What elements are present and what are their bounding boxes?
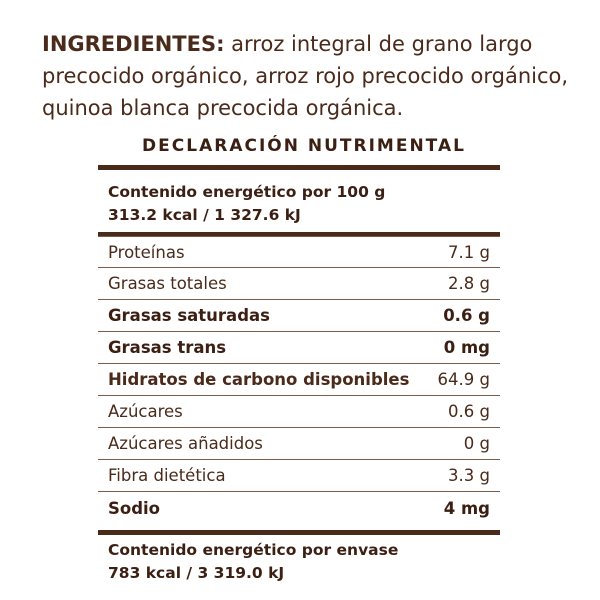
energy-per-100g-value: 313.2 kcal / 1 327.6 kJ bbox=[108, 206, 301, 224]
nutrient-row bbox=[98, 332, 500, 364]
bottom-rule bbox=[98, 530, 500, 535]
nutrient-name: Fibra dietética bbox=[108, 466, 226, 485]
nutrient-value: 0 mg bbox=[443, 338, 490, 357]
ingredients-paragraph bbox=[42, 28, 572, 124]
nutrient-row bbox=[98, 428, 500, 460]
nutrient-name: Grasas trans bbox=[108, 338, 227, 357]
nutrient-name: Grasas saturadas bbox=[108, 306, 270, 325]
energy-per-package bbox=[108, 539, 488, 585]
ingredients-label: INGREDIENTES: bbox=[42, 32, 225, 56]
nutrient-row bbox=[98, 236, 500, 268]
nutrient-name: Grasas totales bbox=[108, 274, 227, 293]
nutrient-value: 0.6 g bbox=[448, 402, 490, 421]
nutrient-row bbox=[98, 396, 500, 428]
nutrient-name: Sodio bbox=[108, 498, 161, 518]
nutrient-table bbox=[98, 236, 500, 524]
nutrient-row bbox=[98, 364, 500, 396]
nutrient-value: 2.8 g bbox=[448, 274, 490, 293]
nutrient-name: Azúcares añadidos bbox=[108, 434, 263, 453]
nutrient-name: Azúcares bbox=[108, 402, 183, 421]
nutrient-row bbox=[98, 300, 500, 332]
nutrient-row bbox=[98, 492, 500, 524]
energy-per-package-value: 783 kcal / 3 319.0 kJ bbox=[108, 564, 285, 582]
nutrient-value: 3.3 g bbox=[448, 466, 490, 485]
nutrition-title: DECLARACIÓN NUTRIMENTAL bbox=[142, 136, 466, 156]
nutrient-value: 64.9 g bbox=[437, 370, 490, 389]
nutrient-name: Hidratos de carbono disponibles bbox=[108, 370, 410, 389]
nutrient-value: 7.1 g bbox=[448, 242, 490, 262]
energy-per-100g-label: Contenido energético por 100 g bbox=[108, 183, 386, 201]
top-rule bbox=[98, 165, 500, 170]
energy-per-package-label: Contenido energético por envase bbox=[108, 541, 399, 559]
nutrient-row bbox=[98, 268, 500, 300]
nutrient-value: 0 g bbox=[463, 434, 490, 453]
energy-per-100g bbox=[108, 181, 488, 227]
nutrient-value: 4 mg bbox=[443, 498, 490, 518]
ingredients-text: arroz integral de grano largo precocido orgánico, arroz rojo precocido orgánico, quinoa blanca precocida orgánica. bbox=[42, 32, 569, 120]
nutrient-name: Proteínas bbox=[108, 242, 185, 262]
nutrient-value: 0.6 g bbox=[443, 306, 490, 325]
nutrient-row bbox=[98, 460, 500, 492]
